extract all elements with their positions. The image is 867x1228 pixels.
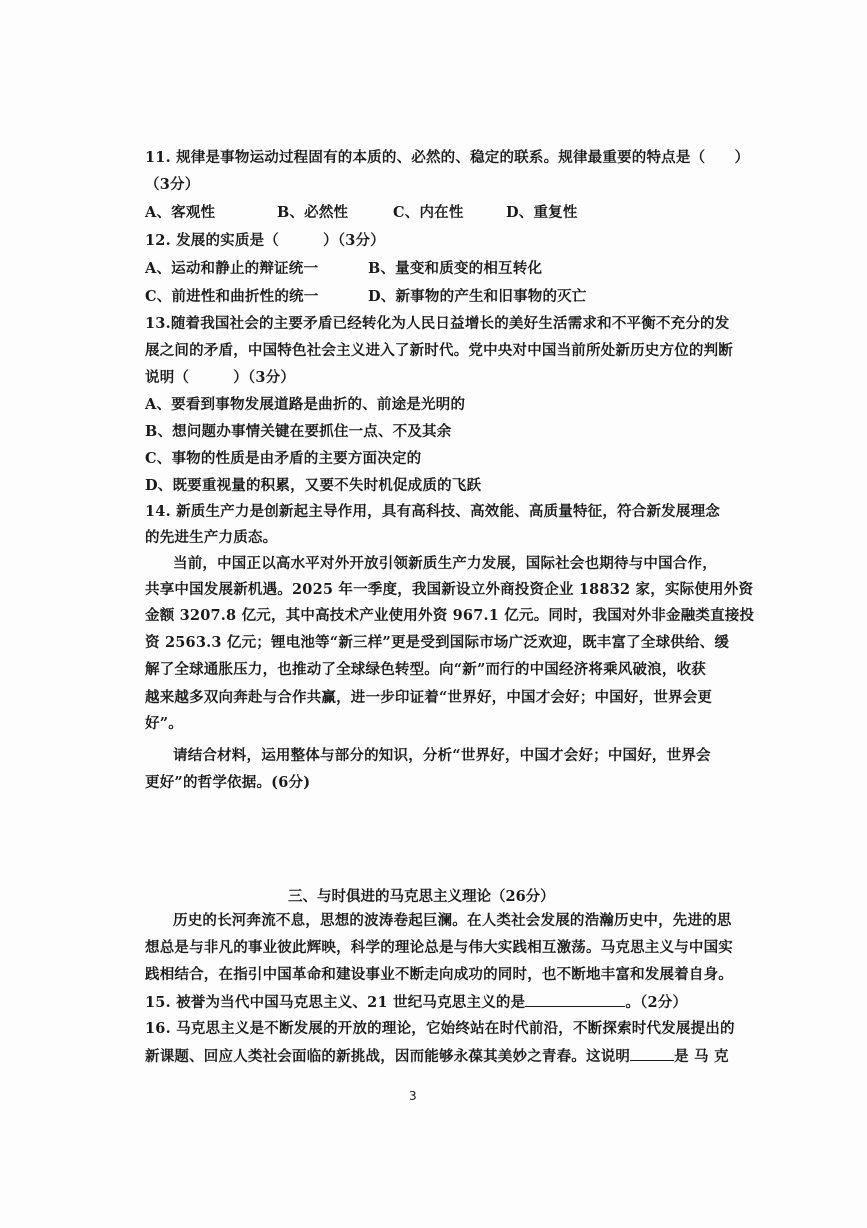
q12-option-b: B、量变和质变的相互转化	[368, 260, 543, 277]
q11-option-c: C、内在性	[393, 204, 464, 221]
q14-material-line-6: 越来越多双向奔赴与合作共赢，进一步印证着“世界好，中国才会好；中国好，世界会更	[145, 689, 713, 706]
q16-line-2	[145, 1046, 729, 1067]
section-3-intro-line-1: 历史的长河奔流不息，思想的波涛卷起巨澜。在人类社会发展的浩瀚历史中，先进的思	[173, 912, 732, 929]
q11-stem: 11. 规律是事物运动过程固有的本质的、必然的、稳定的联系。规律最重要的特点是（ ）	[145, 149, 750, 166]
q16-answer-blank[interactable]	[630, 1046, 674, 1061]
q14-material-line-1: 当前，中国正以高水平对外开放引领新质生产力发展，国际社会也期待与中国合作，	[173, 555, 717, 572]
q13-stem-line-2: 展之间的矛盾，中国特色社会主义进入了新时代。党中央对中国当前所处新历史方位的判断	[145, 342, 733, 359]
q14-material-line-3: 金额 3207.8 亿元，其中高技术产业使用外资 967.1 亿元。同时，我国对外非金融类直接投	[145, 607, 755, 624]
q11-score: （3分）	[145, 176, 200, 193]
q14-material-line-4: 资 2563.3 亿元；锂电池等“新三样”更是受到国际市场广泛欢迎，既丰富了全球供给、缓	[145, 634, 730, 651]
q14-material-line-7: 好”。	[145, 715, 183, 732]
q11-option-d: D、重复性	[506, 204, 578, 221]
q16-line-1: 16. 马克思主义是不断发展的开放的理论，它始终站在时代前沿，不断探索时代发展提出的	[145, 1020, 735, 1037]
q13-option-d: D、既要重视量的积累，又要不失时机促成质的飞跃	[145, 477, 482, 494]
q14-task-line-2: 更好”的哲学依据。(6分)	[145, 774, 311, 791]
q14-intro-line-1: 14. 新质生产力是创新起主导作用，具有高科技、高效能、高质量特征，符合新发展理念	[145, 503, 720, 520]
q12-option-d: D、新事物的产生和旧事物的灭亡	[368, 288, 587, 305]
q11-option-a: A、客观性	[145, 204, 216, 221]
q13-stem-line-3: 说明（ ）（3分）	[145, 369, 296, 386]
q13-option-a: A、要看到事物发展道路是曲折的、前途是光明的	[145, 396, 466, 413]
q14-intro-line-2: 的先进生产力质态。	[145, 529, 278, 546]
q14-material-line-5: 解了全球通胀压力，也推动了全球绿色转型。向“新”而行的中国经济将乘风破浪，收获	[145, 661, 706, 678]
q13-stem-line-1: 13.随着我国社会的主要矛盾已经转化为人民日益增长的美好生活需求和不平衡不充分的发	[145, 315, 730, 332]
q13-option-b: B、想问题办事情关键在要抓住一点、不及其余	[145, 423, 452, 440]
q11-option-b: B、必然性	[277, 204, 349, 221]
q14-material-line-2: 共享中国发展新机遇。2025 年一季度，我国新设立外商投资企业 18832 家，实际使用外资	[145, 581, 754, 598]
section-3-intro-line-2: 想总是与非凡的事业彼此辉映，科学的理论总是与伟大实践相互激荡。马克思主义与中国实	[145, 939, 733, 956]
q12-option-c: C、前进性和曲折性的统一	[145, 288, 319, 305]
q15-answer-blank[interactable]	[525, 992, 625, 1007]
q16-text-before: 新课题、回应人类社会面临的新挑战，因而能够永葆其美妙之青春。这说明	[145, 1048, 631, 1065]
section-3-title: 三、与时俱进的马克思主义理论（26分）	[288, 888, 555, 905]
q13-option-c: C、事物的性质是由矛盾的主要方面决定的	[145, 450, 422, 467]
q15-line	[145, 992, 687, 1013]
section-3-intro-line-3: 践相结合，在指引中国革命和建设事业不断走向成功的同时，也不断地丰富和发展着自身。	[145, 966, 733, 983]
q16-text-after: 是 马 克	[674, 1048, 729, 1065]
page-number: 3	[409, 1089, 417, 1103]
q15-text-before: 15. 被誉为当代中国马克思主义、21 世纪马克思主义的是	[145, 994, 526, 1011]
q12-stem: 12. 发展的实质是（ ）（3分）	[145, 232, 385, 249]
q14-task-line-1: 请结合材料，运用整体与部分的知识，分析“世界好，中国才会好；中国好，世界会	[173, 747, 711, 764]
q15-text-after: 。（2分）	[625, 994, 688, 1011]
q12-option-a: A、运动和静止的辩证统一	[145, 260, 319, 277]
